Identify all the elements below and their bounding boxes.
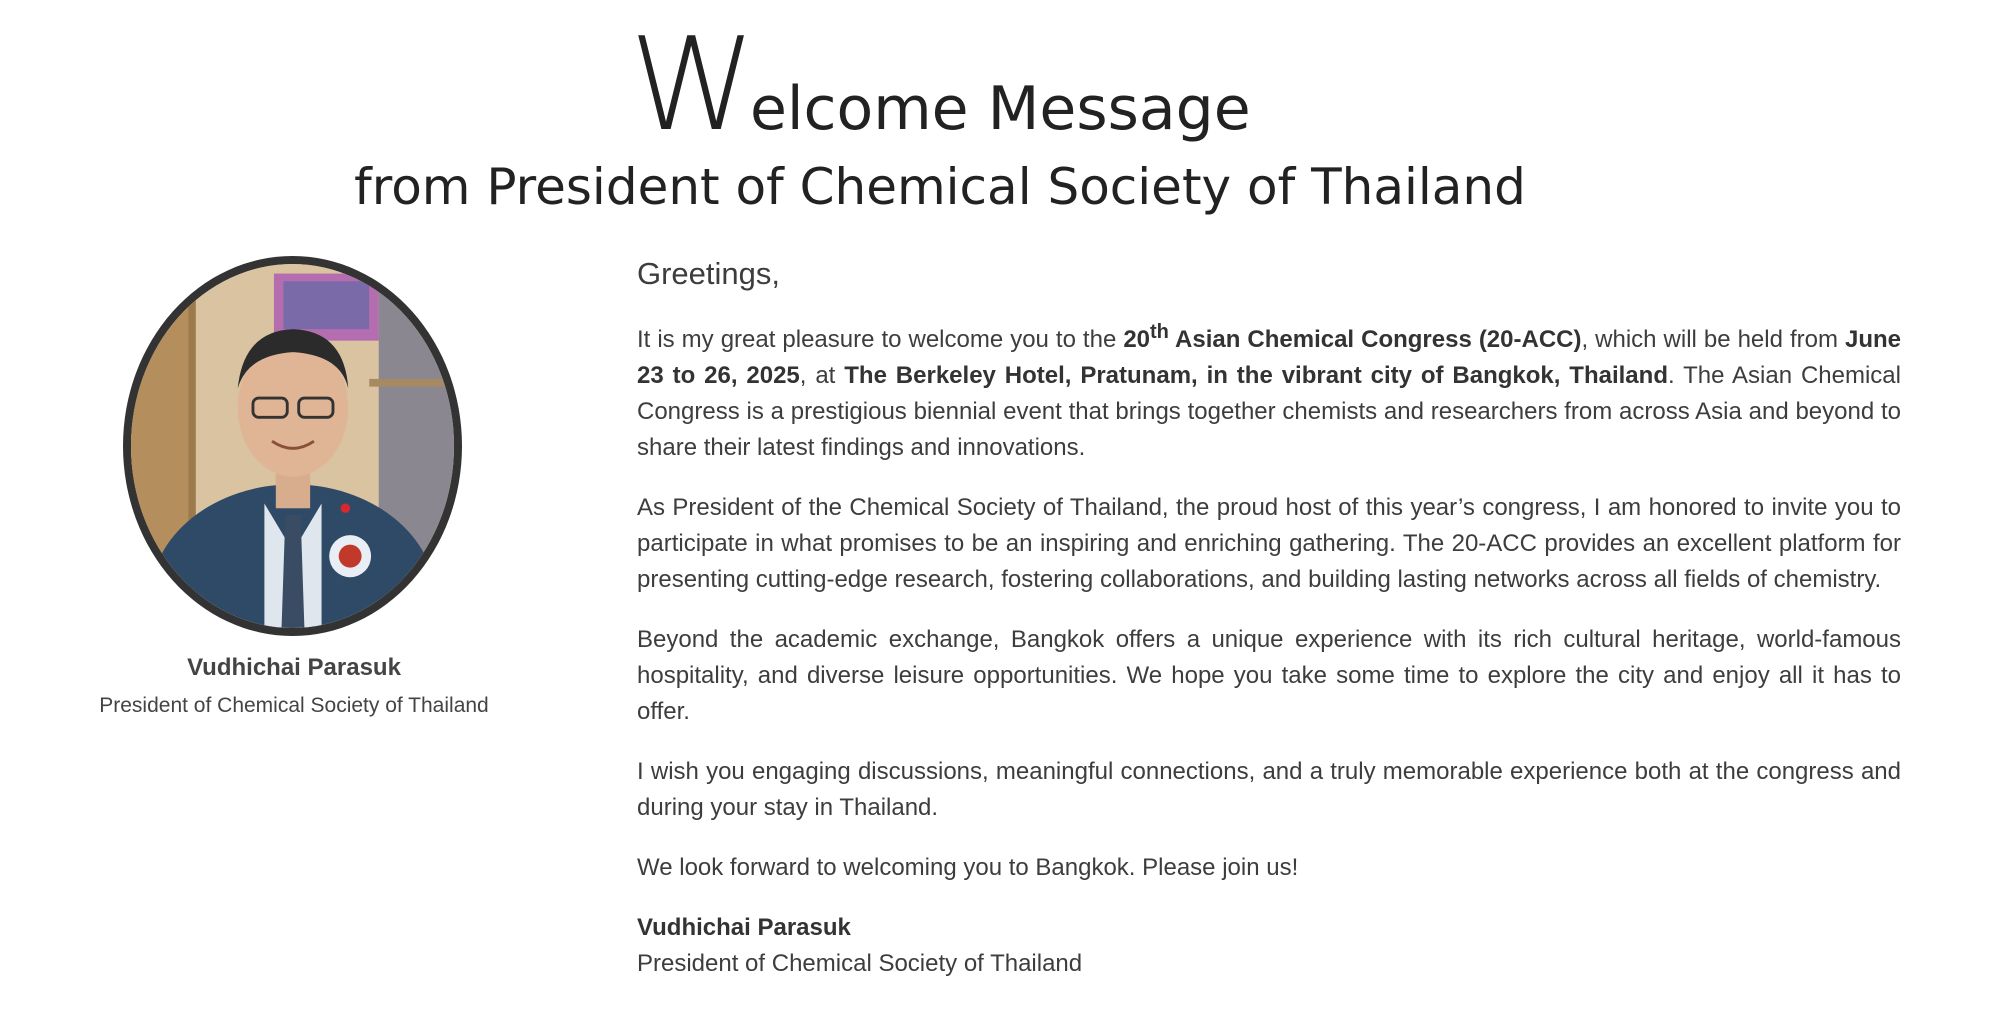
letter-paragraph-5: We look forward to welcoming you to Bangkok. Please join us! — [637, 854, 1299, 881]
letter-paragraph-3: Beyond the academic exchange, Bangkok offers a unique experience with its rich cultural heritage, world-famous hospitality, and diverse leisure opportunities. We hope you take some time to explore the city and enjoy all it has to offer. — [637, 626, 1901, 725]
president-photo — [123, 256, 462, 636]
greeting: Greetings, — [637, 256, 781, 291]
page-subtitle: from President of Chemical Society of Thailand — [354, 158, 1526, 216]
president-role-caption: President of Chemical Society of Thailand — [99, 694, 489, 717]
letter-paragraph-4: I wish you engaging discussions, meaningful connections, and a truly memorable experience both at the congress and during your stay in Thailand. — [637, 758, 1901, 821]
page-title — [0, 11, 1880, 160]
portrait-illustration — [131, 264, 454, 628]
letter-paragraph-2: As President of the Chemical Society of Thailand, the proud host of this year’s congress, I am honored to invite you to participate in what promises to be an inspiring and enriching gathering. The 20-ACC provides an excellent platform for presenting cutting-edge research, fostering collaborations, and building lasting networks across all fields of chemistry. — [637, 494, 1901, 593]
title-rest: elcome Message — [749, 74, 1251, 144]
signature — [637, 910, 1901, 982]
title-initial: W — [629, 11, 750, 160]
president-name-caption: Vudhichai Parasuk — [187, 654, 401, 681]
signature-name: Vudhichai Parasuk — [637, 914, 851, 941]
letter-paragraph-1: It is my great pleasure to welcome you to the 20th Asian Chemical Congress (20-ACC), which will be held from June 23 to 26, 2025, at The Berkeley Hotel, Pratunam, in the vibrant city of Bangkok, Thailand. The Asian Chemical Congress is a prestigious biennial event that brings together chemists and researchers from across Asia and beyond to share their latest findings and innovations. — [637, 321, 1901, 461]
welcome-letter — [637, 254, 1901, 982]
signature-role: President of Chemical Society of Thailand — [637, 950, 1083, 977]
